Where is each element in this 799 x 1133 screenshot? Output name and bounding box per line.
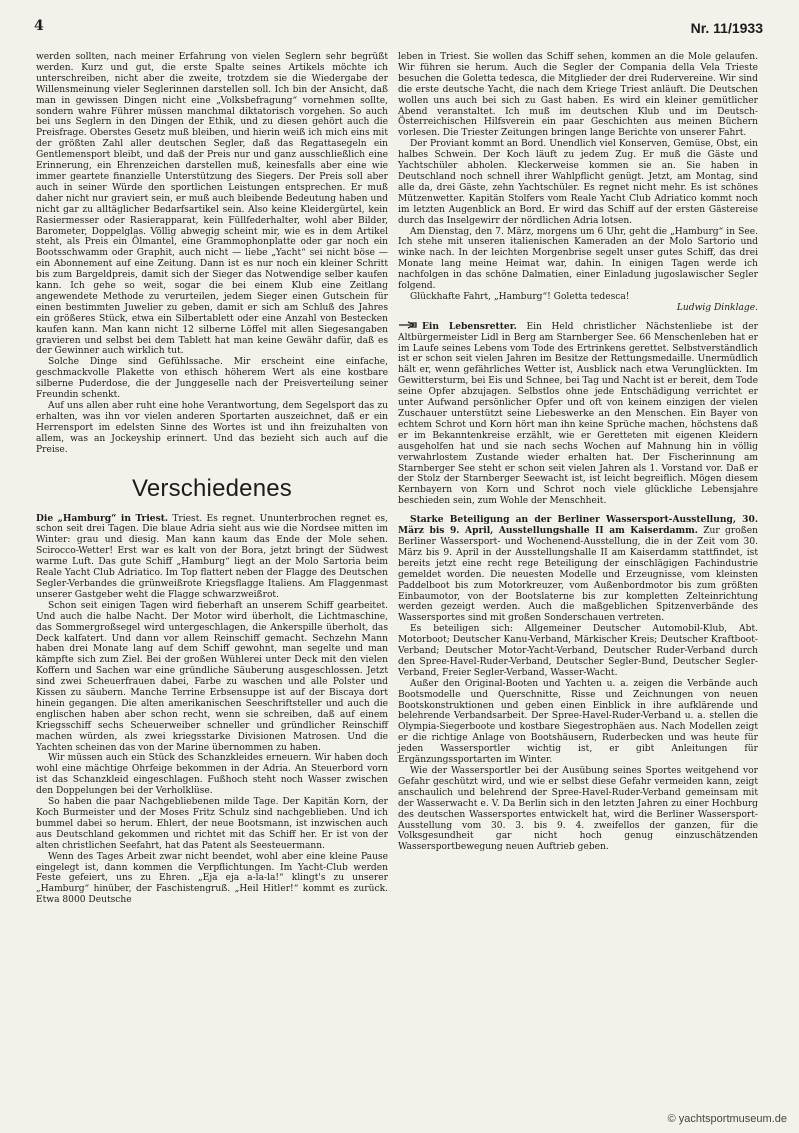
right-column — [398, 52, 758, 853]
exhibition-paragraph: Außer den Original-Booten und Yachten u. a. zeigen die Verbände auch Bootsmodelle und Querschnitte, Risse und Zeichnungen von neuen Bootskonstruktionen und geben einen Einblick in ihre aufklärende und belehrende Verbandsarbeit. Der Spree-Havel-Ruder-Verband u. a. stellen die Olympia-Siegerboote und kostbare Siegestrophäen aus. Nach Modellen zeigt er die richtige Anlage von Bootshäusern, Ruderbecken und was heute für jeden Wassersportler wichtig ist, er gibt Anleitungen für Ergänzungssportarten im Winter. — [398, 678, 758, 766]
exhibition-paragraph — [398, 515, 758, 624]
left-column — [36, 52, 388, 906]
rescuer-text: Ein Held christlicher Nächstenliebe ist der Altbürgermeister Lidl in Berg am Starnberger See. 66 Menschenleben hat er im Laufe seines Lebens vom Tode des Ertrinkens gerettet. Selbstverständlich ist er schon seit vielen Jahren im Besitze der Rettungsmedaille. Unermüdlich hält er, wenn gefährliches Wetter ist, Ausblick nach etwa Verunglückten. Im Gewittersturm, bei Eis und Schnee, bei Tag und Nacht ist er bereit, dem Tode seine Opfer abzujagen. Selbstlos ohne jede Entschädigung verrichtet er unter Aufwand persönlicher Opfer und oft von keinem einzigen der vielen Zuschauer unterstützt seine Liebeswerke an den Menschen. Ein Bayer von echtem Schrot und Korn hört man ihn keine Sprüche machen, höchstens daß er im Bekanntenkreise erzählt, wie er Geretteten mit eigenen Kleidern ausgeholfen hat und sie nach sechs Wochen auf Mahnung hin in völlig verwahrlostem Zustande wieder erhalten hat. Der Fischerinnung am Starnberger See steht er schon seit vielen Jahren als 1. Vorstand vor. Daß er der Stolz der Starnberger Seewacht ist, ist leicht begreiflich. Mögen diesem Kernbayern von Korn und Schrot noch viele glückliche Lebensjahre beschieden sein, zum Wohle der Menschheit. — [398, 321, 758, 507]
hamburg-continued: Am Dienstag, den 7. März, morgens um 6 Uhr, geht die „Hamburg“ in See. Ich stehe mit unseren italienischen Kameraden an der Molo Sartorio und winke nach. In der leichten Morgenbrise segelt unser gutes Schiff, das drei Monate lang meine Heimat war, dahin. In einigen Tagen werde ich nachfolgen in das schöne Dalmatien, einer Einladung jugoslawischer Segler folgend. — [398, 226, 758, 292]
exhibition-paragraph: Es beteiligen sich: Allgemeiner Deutscher Automobil-Klub, Abt. Motorboot; Deutscher Kanu-Verband, Märkischer Kreis; Deutscher Kraftboot-Verband; Deutscher Motor-Yacht-Verband, Deutscher Ruder-Verband durch den Spree-Havel-Ruder-Verband, Deutscher Segler-Bund, Deutscher Segler-Verband, Freier Segler-Verband, Wasser-Wacht. — [398, 624, 758, 678]
hamburg-text: Triest. Es regnet. Ununterbrochen regnet es, schon seit drei Tagen. Die blaue Adria sieht aus wie die Nordsee mitten im Winter: grau und diesig. Man kann kaum das Ende der Mole sehen. Scirocco-Wetter! Erst war es kalt von der Bora, jetzt bringt der Südwest warme Luft. Das gute Schiff „Hamburg“ liegt an der Molo Sartoria beim Reale Yacht Club Adriatico. Im Top flattert neben der Flagge des Deutschen Segler-Verbandes die grünweißrote Kriegsflagge Italiens. Am Flaggenmast unserer Gastgeber weht die Flagge schwarzweißrot. — [36, 513, 388, 600]
hamburg-continued: Der Proviant kommt an Bord. Unendlich viel Konserven, Gemüse, Obst, ein halbes Schwein. Der Koch läuft zu jedem Zug. Er muß die Gäste und Yachtschüler abholen. Kleckerweise kommen sie an. Sie haben in Deutschland noch schnell ihrer Wahlpflicht genügt. Jetzt, am Montag, sind alle da, drei Gäste, zehn Yachtschüler. Es regnet nicht mehr. Es ist schönes Mützenwetter. Kapitän Stolfers vom Reale Yacht Club Adriatico kommt noch im letzten Augenblick an Bord. Er wird das Schiff auf der ersten Gästereise durch das Inselgewirr der nördlichen Adria lotsen. — [398, 139, 758, 226]
page-number: 4 — [34, 18, 44, 34]
article-paragraph: Auf uns allen aber ruht eine hohe Verantwortung, dem Segelsport das zu erhalten, was ihn vor vielen anderen Sportarten auszeichnet, daß er ein Herrensport im edelsten Sinne des Wortes ist und ihn freizuhalten von allem, was an Jockeyship erinnert. Und das bezieht sich auch auf die Preise. — [36, 401, 388, 455]
hamburg-paragraph: Wenn des Tages Arbeit zwar nicht beendet, wohl aber eine kleine Pause eingelegt ist, dann kommen die Verpflichtungen. Im Yacht-Club werden Feste gefeiert, uns zu Ehren. „Eja eja a-la-la!“ klingt's zu unserer „Hamburg“ hinüber, der Faschistengruß. „Heil Hitler!“ kommt es zurück. Etwa 8000 Deutsche — [36, 851, 388, 906]
article-paragraph: werden sollten, nach meiner Erfahrung von vielen Seglern sehr begrüßt werden. Kurz und gut, die erste Spalte seines Artikels möchte ich unterschreiben, nicht aber die zweite, trotzdem sie die Wiedergabe der Willensmeinung vieler Seglerinnen darstellen soll. Ich bin der Ansicht, daß man in gewissen Dingen nicht eine „Volksbefragung“ vornehmen sollte, sondern wahre Führer müssen manchmal diktatorisch vorgehen. So auch bei uns Seglern in den Dingen der Ethik, und zu diesen gehört auch die Preisfrage. Oberstes Gesetz muß bleiben, und hierin weiß ich mich eins mit der größten Zahl aller deutschen Segler, daß das Regattasegeln ein Gentlemensport bleibt, und daß der Preis nur und ganz ausschließlich eine Erinnerung, ein Ehrenzeichen darstellen muß, keinesfalls aber eine wie immer geartete finanzielle Unterstützung des Siegers. Der Preis soll aber auch in seiner Würde den sportlichen Leistungen entsprechen. Er muß daher nicht nur graviert sein, er muß auch bleibende Bedeutung haben und nicht gar zu alltäglicher Bedarfsartikel sein. Also keine Kleidergürtel, kein Rasiermesser oder Rasierapparat, kein Füllfederhalter, wohl aber Bilder, Barometer, Doppelglas. Völlig abwegig scheint mir, wie es in dem Artikel steht, als Preis ein Ölmantel, eine Grammophonplatte oder gar noch ein Bootsschwamm oder Graphit, auch nicht — liebe „Yacht“ sei nicht böse — ein Abonnement auf eine Zeitung. Dann ist es nur noch ein kleiner Schritt bis zum Bargeldpreis, damit sich der Sieger das Notwendige selber kaufen kann. Ich gehe so weit, sogar die bei einem Klub eine Zeitlang angewendete Methode zu verurteilen, jedem Sieger einen Gutschein für einen bestimmten Juwelier zu geben, damit er sich am Schluß des Jahres ein größeres Stück, etwa ein Silbertablett oder eine Anzahl von Bestecken kaufen kann. Man kann nicht 12 silberne Löffel mit allen Siegesangaben gravieren und selbst bei dem Tablett hat man keine Gewähr dafür, daß es der Gewinner auch wirklich tut. — [36, 52, 388, 357]
rescuer-lead: Ein Lebensretter. — [422, 320, 517, 332]
hamburg-continued: Glückhafte Fahrt, „Hamburg“! Goletta tedesca! — [410, 291, 630, 302]
article-paragraph: Solche Dinge sind Gefühlssache. Mir erscheint eine einfache, geschmackvolle Plakette von ethisch höherem Wert als eine kostbare silberne Puderdose, die der Junggeselle nach der Preisverteilung seiner Freundin schenkt. — [36, 357, 388, 401]
exhibition-lead: Starke Beteiligung an der Berliner Wassersport-Ausstellung, 30. März bis 9. April, Ausstellungshalle II am Kaiserdamm. — [398, 514, 758, 537]
pointing-hand-icon — [398, 321, 418, 329]
hamburg-paragraph: Wir müssen auch ein Stück des Schanzkleides erneuern. Wir haben doch wohl eine mächtige Ohrfeige bekommen in der Adria. An Steuerbord vorn ist das Schanzkleid eingeschlagen. Fußhoch steht noch Wasser zwischen den Doppelungen bei der Verholklüse. — [36, 753, 388, 797]
author-signature: Ludwig Dinklage. — [676, 302, 758, 313]
hamburg-continued: leben in Triest. Sie wollen das Schiff sehen, kommen an die Mole gelaufen. Wir führen sie herum. Auch die Segler der Compania della Vela Trieste besuchen die Goletta tedesca, die Mitglieder der drei Rudervereine. Wir sind die erste deutsche Yacht, die nach dem Kriege Triest anläuft. Die Deutschen wollen uns auch bei sich zu Gast haben. Es wird ein kleiner gemütlicher Abend veranstaltet. Ich muß im deutschen Klub und im Deutsch-Österreichischen Hilfsverein ein paar Geschichten aus meinen Büchern vorlesen. Die Triester Zeitungen bringen lange Berichte von unserer Fahrt. — [398, 52, 758, 139]
watermark: © yachtsportmuseum.de — [667, 1113, 787, 1125]
hamburg-paragraph: So haben die paar Nachgebliebenen milde Tage. Der Kapitän Korn, der Koch Burmeister und der Moses Fritz Schulz sind nachgeblieben. Und ich bummel dabei so herum. Ehlert, der neue Bootsmann, ist inzwischen auch aus Deutschland gekommen und richtet mit das Schiff her. Er ist von der alten christlichen Seefahrt, hat das Patent als Seesteuermann. — [36, 797, 388, 851]
issue-number: Nr. 11/1933 — [690, 20, 763, 36]
rescuer-paragraph — [398, 322, 758, 507]
section-heading: Verschiedenes — [131, 474, 293, 502]
exhibition-paragraph: Wie der Wassersportler bei der Ausübung seines Sportes weitgehend vor Gefahr geschützt wird, und wie er selbst diese Gefahr vermeiden kann, zeigt anschaulich und belehrend der Spree-Havel-Ruder-Verband gemeinsam mit der Wasserwacht e. V. Da Berlin sich in den letzten Jahren zu einer Hochburg des deutschen Wassersportes entwickelt hat, wird die Berliner Wassersport-Ausstellung vom 30. 3. bis 9. 4. zweifellos der ganzen, für die Volksgesundheit gar nicht hoch genug einzuschätzenden Wassersportbewegung neuen Auftrieb geben. — [398, 766, 758, 853]
hamburg-paragraph — [36, 514, 388, 601]
hamburg-paragraph: Schon seit einigen Tagen wird fieberhaft an unserem Schiff gearbeitet. Und auch die halbe Nacht. Der Motor wird überholt, die Lichtmaschine, das Sommergroßsegel wird untergeschlagen, die Ankerspille überholt, das Deck kalfatert. Und dann vor allem Reinschiff gemacht. Sechzehn Mann haben drei Monate lang auf dem Schiff gewohnt, man segelte und man kämpfte sich zum Ziel. Bei der großen Wühlerei unter Deck mit den vielen Koffern und Sachen war eine gründliche Säuberung ausgeschlossen. Jetzt sind zwei Scheuerfrauen dabei, Farbe zu waschen und alle Polster und Kissen zu säubern. Manche Terrine Erbsensuppe ist auf der Biscaya dort hinein gegangen. Die alten amerikanischen Seeschriftsteller und auch die englischen haben aber schon recht, wenn sie schreiben, daß auf einem Kriegsschiff sechs Scheuerweiber schneller und gründlicher Reinschiff machen würden, als zwei kriegsstarke Divisionen Matrosen. Und die Yachten scheinen das von der Marine übernommen zu haben. — [36, 600, 388, 753]
hamburg-lead: Die „Hamburg“ in Triest. — [36, 512, 169, 524]
exhibition-text: Zur großen Berliner Wassersport- und Wochenend-Ausstellung, die in der Zeit vom 30. März bis 9. April in der Ausstellungshalle II am Kaiserdamm stattfindet, ist bereits jetzt eine recht rege Beteiligung der einschlägigen Fachindustrie gemeldet worden. Die neuesten Modelle und Erzeugnisse, vom kleinsten Paddelboot bis zum Motorkreuzer, vom Außenbordmotor bis zum größten Einbaumotor, von der Bootslaterne bis zur kompletten Zelteinrichtung werden gezeigt werden. Auch die maßgeblichen Spitzenverbände des Wassersportes sind mit großen Sonderschauen vertreten. — [398, 526, 758, 624]
